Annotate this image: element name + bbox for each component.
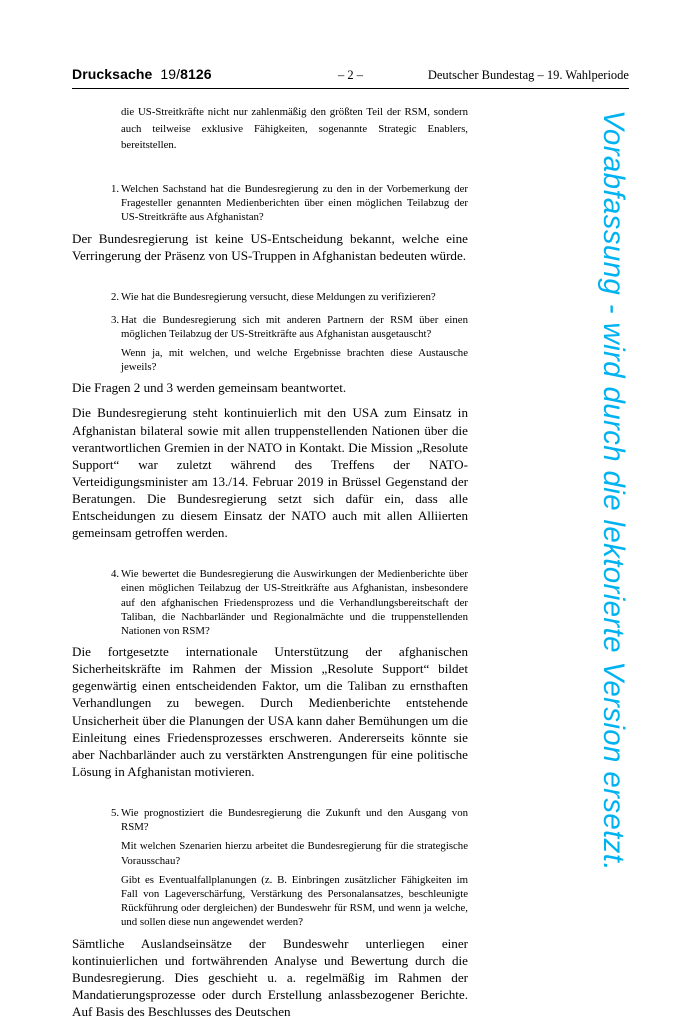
answer-2-3: Die Bundesregierung steht kontinuierlich mit den USA zum Einsatz in Afghanistan bilateral sowie mit allen truppenstellenden Nationen über die verantwortlichen Gremien in der NATO in Kontakt. Die Mission „Resolute Support“ war zuletzt während des Treffens der NATO-Verteidigungsminister am 13./14. Februar 2019 in Brüssel Gegenstand der Beratungen. Die Bundesregierung setzt sich dafür ein, dass alle Entscheidungen zu diesem Einsatz der NATO auch mit allen Alliierten gemeinsam getroffen werden. [72,405,468,541]
preliminary-remark-continuation: die US-Streitkräfte nicht nur zahlenmäßig den größten Teil der RSM, sondern auch teilweise exklusive Fähigkeiten, sogenannte Strategic Enablers, bereitstellen. [121,106,468,151]
question-4 [72,567,468,638]
question-5 [72,806,468,930]
document-body [72,104,468,1026]
question-number: 2. [111,291,120,304]
question-text: Hat die Bundesregierung sich mit anderen Partnern der RSM über einen möglichen Teilabzug der US-Streitkräfte aus Afghanistan ausgetauscht? [121,313,468,340]
parliament-period: Deutscher Bundestag – 19. Wahlperiode [427,68,629,82]
question-number: 3. [111,313,120,326]
answer-4: Die fortgesetzte internationale Unterstützung der afghanischen Sicherheitskräfte im Rahmen der Mission „Resolute Support“ bildet gegenwärtig einen entscheidenden Faktor, um die Taliban zu ernsthaften Verhandlungen zu bewegen. Durch Medienberichte entstehende Unsicherheit über die Planungen der USA kann daher Bemühungen um die Einleitung eines Friedensprozesses erschweren. Andererseits könnte sie aber Nachbarländer auch zu verstärkten Anstrengungen für eine politische Lösung in Afghanistan motivieren. [72,644,468,779]
question-1 [72,182,468,225]
question-text: Wie bewertet die Bundesregierung die Auswirkungen der Medienberichte über einen möglichen Teilabzug der US-Streitkräfte aus Afghanistan, insbesondere auf den afghanischen Friedensprozess und die Verhandlungsbereitschaft der Taliban, die Nachbarländer und Regionalmächte und die truppenstellenden Nationen von RSM? [121,568,468,637]
question-text: Welchen Sachstand hat die Bundesregierung zu den in der Vorbemerkung der Fragesteller genannten Medienberichten über einen möglichen Teilabzug der US-Streitkräfte aus Afghanistan? [121,182,468,223]
preliminary-version-watermark: Vorabfassung - wird durch die lektorierte Version ersetzt. [597,110,630,871]
answer-1: Der Bundesregierung ist keine US-Entscheidung bekannt, welche eine Verringerung der Präsenz von US-Truppen in Afghanistan bedeuten würde. [72,231,468,264]
page-header [72,66,629,89]
question-text: Wie hat die Bundesregierung versucht, diese Meldungen zu verifizieren? [121,291,436,304]
answer-2-3-intro: Die Fragen 2 und 3 werden gemeinsam beantwortet. [72,380,347,396]
question-text-followup: Mit welchen Szenarien hierzu arbeitet die Bundesregierung für die strategische Vorausschau? [121,840,468,867]
question-text-followup: Gibt es Eventualfallplanungen (z. B. Einbringen zusätzlicher Fähigkeiten im Fall von Lageverschärfung, Verstärkung des Personalansatzes, beschleunigte Rückführung oder dergleichen) der Bundeswehr für RSM, und wenn ja welche, und sollen diese nun angewendet werden? [121,873,468,929]
answer-5: Sämtliche Auslandseinsätze der Bundeswehr unterliegen einer kontinuierlichen und fortwährenden Analyse und Bewertung durch die Bundesregierung. Dies geschieht u. a. regelmäßig im Rahmen der Mandatierungsprozesse oder durch Erstellung anlassbezogener Berichte. Auf Basis des Beschlusses des Deutschen [72,935,468,1019]
question-text: Wie prognostiziert die Bundesregierung die Zukunft und den Ausgang von RSM? [121,806,468,834]
question-number: 4. [111,568,120,581]
question-number: 5. [111,806,120,819]
question-number: 1. [111,182,120,195]
question-text-followup: Wenn ja, mit welchen, und welche Ergebnisse brachten diese Austausche jeweils? [121,346,468,374]
page-number: – 2 – [338,68,363,82]
document-number: Drucksache 19/8126 [72,66,212,82]
question-3 [72,313,468,375]
question-2 [72,290,468,304]
